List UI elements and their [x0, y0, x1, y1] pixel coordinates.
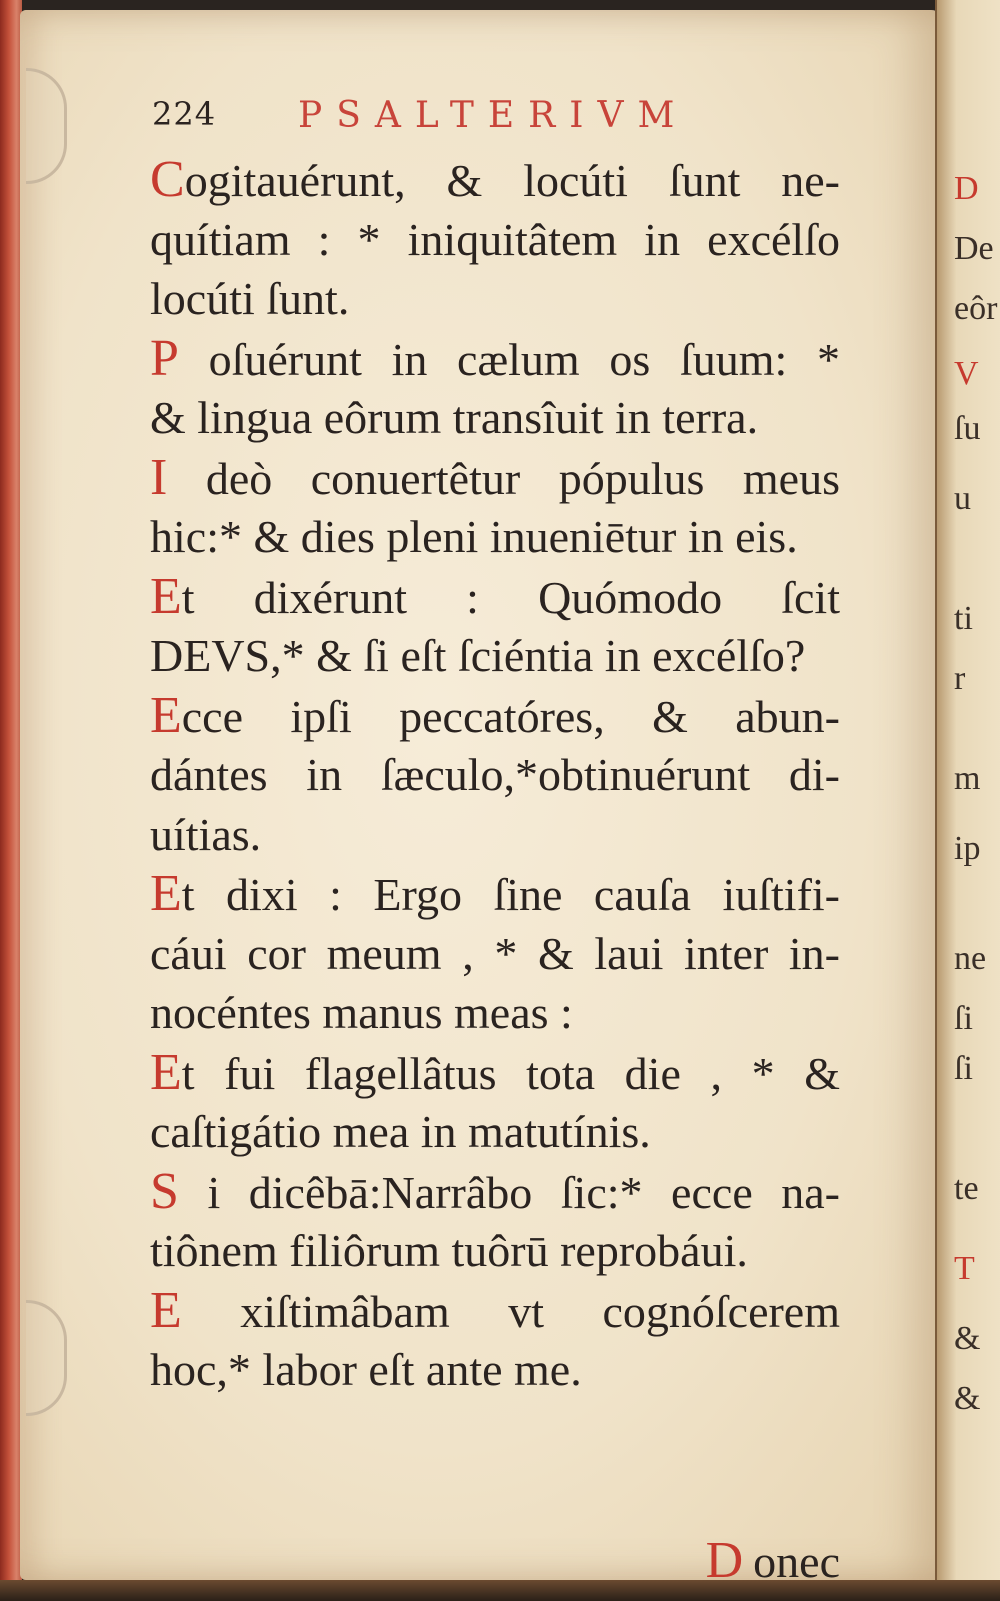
facing-page-fragment: ne: [954, 940, 987, 977]
facing-page-fragment: ſi: [954, 1050, 973, 1087]
verse-line: [150, 210, 840, 270]
verse-line: [150, 686, 840, 746]
verse-line-text: dántes in ſæculo,*obtinuérunt di-: [150, 749, 840, 800]
verse-line: [150, 983, 840, 1043]
verse-line-text: cce ipſi peccatóres, & abun-: [181, 690, 840, 742]
verse-line-text: i dicêbā:Narrâbo ſic:* ecce na-: [178, 1166, 840, 1218]
facing-page-fragment: ip: [954, 830, 981, 867]
page-edge-red: [0, 0, 22, 1601]
verse-line: [150, 626, 840, 686]
verse-line: [150, 269, 840, 329]
facing-page-fragment: T: [954, 1250, 975, 1287]
verse-line: [150, 150, 840, 210]
verse-line: [150, 448, 840, 508]
verse-line-text: uítias.: [150, 808, 262, 860]
facing-page-fragment: ti: [954, 600, 973, 637]
verse-initial: C: [150, 151, 185, 208]
facing-page-fragment: ſi: [954, 1000, 973, 1037]
verse-line: [150, 567, 840, 627]
verse-line: [150, 805, 840, 865]
verse-line-text: deò conuertêtur pópulus meus: [167, 452, 840, 504]
verse-line: [150, 1043, 840, 1103]
verse-line-text: ogitauérunt, & locúti ſunt ne-: [184, 155, 840, 206]
clasp-top: [26, 68, 67, 184]
verse-line: [150, 329, 840, 389]
verse-line: [150, 507, 840, 567]
verse-line-text: & lingua eôrum transîuit in terra.: [150, 392, 759, 443]
verse-initial: E: [150, 1043, 182, 1101]
verse-line-text: hoc,* labor eſt ante me.: [150, 1344, 582, 1395]
facing-page-fragment: &: [954, 1320, 981, 1357]
verse-line: [150, 388, 840, 448]
verse-initial: S: [150, 1162, 179, 1220]
verse-initial: P: [150, 329, 179, 387]
verse-line: [150, 1102, 840, 1162]
facing-page-fragment: te: [954, 1170, 979, 1207]
verse-initial: E: [150, 1281, 182, 1339]
verse-initial: E: [150, 567, 182, 625]
verse-line-text: DEVS,* & ſi eſt ſciéntia in excélſo?: [150, 630, 806, 681]
verse-line-text: quítiam : * iniquitâtem in excélſo: [150, 213, 840, 265]
facing-page-fragment: &: [954, 1380, 981, 1417]
running-title: PSALTERIVM: [298, 95, 689, 136]
facing-page-fragment: D: [954, 170, 979, 207]
page-header: [152, 95, 712, 145]
verse-line-text: caſtigátio mea in matutínis.: [150, 1106, 651, 1157]
page-number: 224: [152, 95, 217, 133]
facing-page-fragment: u: [954, 480, 971, 517]
verse-initial: E: [150, 686, 182, 744]
catchword-initial: D: [705, 1532, 744, 1589]
verse-initial: E: [150, 865, 182, 922]
verse-line-text: locúti ſunt.: [150, 273, 350, 324]
clasp-bottom: [26, 1300, 67, 1416]
verse-initial: I: [150, 448, 168, 506]
catchword-rest: onec: [753, 1536, 840, 1587]
facing-page-fragment: ſu: [954, 410, 981, 447]
verse-line: [150, 1340, 840, 1400]
facing-page-fragments: [944, 170, 1000, 1570]
facing-page-fragment: V: [954, 355, 979, 392]
verse-line-text: nocéntes manus meas :: [150, 987, 573, 1038]
verse-line-text: cáui cor meum , * & laui inter in-: [150, 927, 840, 979]
verse-line-text: t fui flagellâtus tota die , * &: [181, 1047, 840, 1099]
verse-line-text: t dixi : Ergo ſine cauſa iuſtifi-: [181, 869, 840, 920]
facing-page-fragment: m: [954, 760, 981, 797]
verse-line: [150, 924, 840, 984]
verse-line: [150, 1162, 840, 1222]
psalm-text: [150, 150, 840, 1400]
verse-line: [150, 745, 840, 805]
verse-line: [150, 864, 840, 924]
verse-line-text: tiônem filiôrum tuôrū reprobáui.: [150, 1225, 748, 1276]
verse-line-text: xiſtimâbam vt cognóſcerem: [181, 1285, 840, 1337]
facing-page-fragment: De: [954, 230, 994, 267]
verse-line-text: hic:* & dies pleni inueniētur in eis.: [150, 511, 798, 562]
verse-line-text: t dixérunt : Quómodo ſcit: [181, 571, 840, 623]
verse-line: [150, 1221, 840, 1281]
facing-page-fragment: eôr: [954, 290, 998, 327]
verse-line: [150, 1281, 840, 1341]
facing-page-fragment: r: [954, 660, 966, 697]
book-bottom-edge: [0, 1580, 1000, 1601]
verse-line-text: oſuérunt in cælum os ſuum: *: [178, 333, 840, 385]
